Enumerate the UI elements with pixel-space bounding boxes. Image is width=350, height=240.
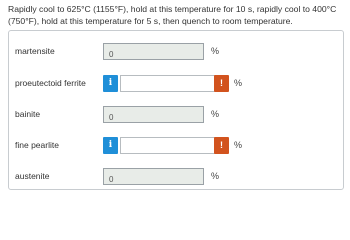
unit-bainite: % <box>211 109 220 119</box>
answer-panel <box>8 30 344 190</box>
row-austenite <box>9 166 343 186</box>
fine-pearlite-field[interactable] <box>120 137 222 154</box>
unit-proeutectoid-ferrite: % <box>234 78 243 88</box>
fine-pearlite-input[interactable] <box>121 141 221 156</box>
martensite-field[interactable] <box>103 43 204 60</box>
row-bainite <box>9 104 343 124</box>
label-bainite: bainite <box>15 109 41 119</box>
martensite-input[interactable] <box>104 47 203 62</box>
unit-austenite: % <box>211 171 220 181</box>
row-martensite <box>9 41 343 61</box>
info-icon[interactable]: i <box>103 137 118 154</box>
warning-icon: ! <box>214 137 229 154</box>
question-text: Rapidly cool to 625°C (1155°F), hold at this temperature for 10 s, rapidly cool to 400°C (750°F), hold at this temperature for 5 s, then quench to room temperature. <box>8 4 337 26</box>
label-austenite: austenite <box>15 171 50 181</box>
proeutectoid-ferrite-input[interactable] <box>121 79 221 94</box>
austenite-field[interactable] <box>103 168 204 185</box>
unit-martensite: % <box>211 46 220 56</box>
unit-fine-pearlite: % <box>234 140 243 150</box>
warning-icon: ! <box>214 75 229 92</box>
label-fine-pearlite: fine pearlite <box>15 140 59 150</box>
label-martensite: martensite <box>15 46 55 56</box>
proeutectoid-ferrite-field[interactable] <box>120 75 222 92</box>
info-icon[interactable]: i <box>103 75 118 92</box>
bainite-field[interactable] <box>103 106 204 123</box>
label-proeutectoid-ferrite: proeutectoid ferrite <box>15 78 86 88</box>
bainite-input[interactable] <box>104 110 203 125</box>
row-fine-pearlite <box>9 135 343 155</box>
row-proeutectoid-ferrite <box>9 73 343 93</box>
austenite-input[interactable] <box>104 172 203 187</box>
